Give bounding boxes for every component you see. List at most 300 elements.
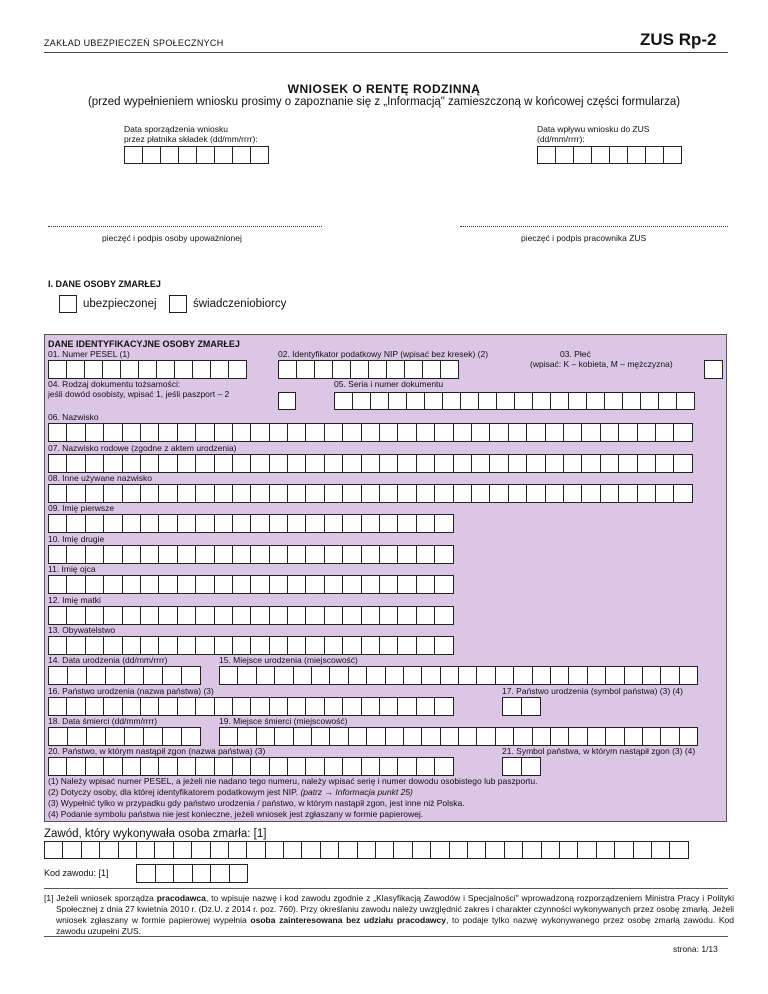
char-cell[interactable] bbox=[375, 841, 394, 859]
receipt-date-field[interactable] bbox=[537, 146, 682, 164]
char-cell[interactable] bbox=[361, 545, 380, 564]
char-cell[interactable] bbox=[642, 666, 661, 685]
char-cell[interactable] bbox=[618, 423, 637, 442]
char-cell[interactable] bbox=[48, 575, 67, 594]
char-cell[interactable] bbox=[453, 423, 472, 442]
char-cell[interactable] bbox=[143, 666, 163, 685]
char-cell[interactable] bbox=[361, 423, 380, 442]
char-cell[interactable] bbox=[103, 757, 122, 776]
char-cell[interactable] bbox=[305, 757, 324, 776]
char-cell[interactable] bbox=[342, 454, 361, 473]
char-cell[interactable] bbox=[361, 697, 380, 716]
char-cell[interactable] bbox=[158, 606, 177, 625]
char-cell[interactable] bbox=[177, 454, 196, 473]
char-cell[interactable] bbox=[293, 666, 312, 685]
char-cell[interactable] bbox=[434, 606, 453, 625]
char-cell[interactable] bbox=[361, 575, 380, 594]
char-cell[interactable] bbox=[195, 484, 214, 503]
char-cell[interactable] bbox=[586, 392, 605, 410]
death-country-code-field[interactable] bbox=[502, 757, 541, 776]
char-cell[interactable] bbox=[324, 697, 343, 716]
char-cell[interactable] bbox=[416, 514, 435, 533]
char-cell[interactable] bbox=[416, 484, 435, 503]
char-cell[interactable] bbox=[158, 636, 177, 655]
char-cell[interactable] bbox=[195, 514, 214, 533]
char-cell[interactable] bbox=[305, 454, 324, 473]
char-cell[interactable] bbox=[338, 841, 357, 859]
char-cell[interactable] bbox=[250, 146, 269, 164]
char-cell[interactable] bbox=[195, 454, 214, 473]
char-cell[interactable] bbox=[545, 484, 564, 503]
char-cell[interactable] bbox=[434, 423, 453, 442]
char-cell[interactable] bbox=[388, 392, 407, 410]
char-cell[interactable] bbox=[361, 454, 380, 473]
char-cell[interactable] bbox=[85, 757, 104, 776]
char-cell[interactable] bbox=[219, 727, 238, 746]
char-cell[interactable] bbox=[105, 727, 125, 746]
char-cell[interactable] bbox=[489, 423, 508, 442]
char-cell[interactable] bbox=[287, 636, 306, 655]
char-cell[interactable] bbox=[269, 757, 288, 776]
char-cell[interactable] bbox=[508, 423, 527, 442]
char-cell[interactable] bbox=[442, 392, 461, 410]
char-cell[interactable] bbox=[86, 666, 106, 685]
char-cell[interactable] bbox=[673, 484, 692, 503]
char-cell[interactable] bbox=[645, 146, 664, 164]
char-cell[interactable] bbox=[122, 697, 141, 716]
char-cell[interactable] bbox=[605, 727, 624, 746]
char-cell[interactable] bbox=[269, 545, 288, 564]
prep-date-field[interactable] bbox=[124, 146, 269, 164]
char-cell[interactable] bbox=[660, 666, 679, 685]
char-cell[interactable] bbox=[214, 606, 233, 625]
char-cell[interactable] bbox=[66, 514, 85, 533]
char-cell[interactable] bbox=[250, 545, 269, 564]
char-cell[interactable] bbox=[140, 757, 159, 776]
char-cell[interactable] bbox=[48, 360, 67, 379]
char-cell[interactable] bbox=[397, 606, 416, 625]
char-cell[interactable] bbox=[140, 606, 159, 625]
char-cell[interactable] bbox=[287, 423, 306, 442]
char-cell[interactable] bbox=[103, 545, 122, 564]
char-cell[interactable] bbox=[434, 454, 453, 473]
char-cell[interactable] bbox=[124, 727, 144, 746]
char-cell[interactable] bbox=[162, 727, 182, 746]
char-cell[interactable] bbox=[48, 454, 67, 473]
char-cell[interactable] bbox=[214, 454, 233, 473]
char-cell[interactable] bbox=[177, 636, 196, 655]
char-cell[interactable] bbox=[287, 757, 306, 776]
char-cell[interactable] bbox=[210, 841, 229, 859]
char-cell[interactable] bbox=[550, 392, 569, 410]
char-cell[interactable] bbox=[581, 454, 600, 473]
char-cell[interactable] bbox=[305, 636, 324, 655]
char-cell[interactable] bbox=[332, 360, 351, 379]
char-cell[interactable] bbox=[502, 697, 522, 716]
char-cell[interactable] bbox=[250, 484, 269, 503]
char-cell[interactable] bbox=[228, 360, 247, 379]
char-cell[interactable] bbox=[379, 454, 398, 473]
char-cell[interactable] bbox=[274, 666, 293, 685]
char-cell[interactable] bbox=[658, 392, 677, 410]
char-cell[interactable] bbox=[624, 727, 643, 746]
doc-type-field[interactable] bbox=[278, 392, 296, 410]
char-cell[interactable] bbox=[495, 727, 514, 746]
char-cell[interactable] bbox=[269, 454, 288, 473]
char-cell[interactable] bbox=[704, 360, 723, 379]
char-cell[interactable] bbox=[158, 575, 177, 594]
death-place-field[interactable] bbox=[219, 727, 698, 746]
char-cell[interactable] bbox=[103, 575, 122, 594]
char-cell[interactable] bbox=[370, 392, 389, 410]
char-cell[interactable] bbox=[232, 697, 251, 716]
char-cell[interactable] bbox=[214, 484, 233, 503]
char-cell[interactable] bbox=[385, 666, 404, 685]
char-cell[interactable] bbox=[324, 423, 343, 442]
char-cell[interactable] bbox=[532, 727, 551, 746]
char-cell[interactable] bbox=[269, 575, 288, 594]
char-cell[interactable] bbox=[305, 514, 324, 533]
char-cell[interactable] bbox=[361, 606, 380, 625]
char-cell[interactable] bbox=[379, 575, 398, 594]
char-cell[interactable] bbox=[342, 423, 361, 442]
char-cell[interactable] bbox=[120, 360, 139, 379]
char-cell[interactable] bbox=[522, 841, 541, 859]
char-cell[interactable] bbox=[265, 841, 284, 859]
char-cell[interactable] bbox=[250, 636, 269, 655]
char-cell[interactable] bbox=[232, 575, 251, 594]
char-cell[interactable] bbox=[406, 392, 425, 410]
char-cell[interactable] bbox=[85, 697, 104, 716]
char-cell[interactable] bbox=[269, 636, 288, 655]
char-cell[interactable] bbox=[136, 864, 156, 883]
char-cell[interactable] bbox=[655, 423, 674, 442]
char-cell[interactable] bbox=[379, 757, 398, 776]
char-cell[interactable] bbox=[361, 757, 380, 776]
char-cell[interactable] bbox=[550, 727, 569, 746]
char-cell[interactable] bbox=[596, 841, 615, 859]
char-cell[interactable] bbox=[342, 606, 361, 625]
char-cell[interactable] bbox=[232, 636, 251, 655]
char-cell[interactable] bbox=[105, 666, 125, 685]
char-cell[interactable] bbox=[489, 454, 508, 473]
char-cell[interactable] bbox=[232, 454, 251, 473]
char-cell[interactable] bbox=[85, 575, 104, 594]
char-cell[interactable] bbox=[361, 514, 380, 533]
char-cell[interactable] bbox=[655, 454, 674, 473]
char-cell[interactable] bbox=[449, 841, 468, 859]
nip-field[interactable] bbox=[278, 360, 459, 379]
char-cell[interactable] bbox=[614, 841, 633, 859]
char-cell[interactable] bbox=[324, 606, 343, 625]
char-cell[interactable] bbox=[504, 841, 523, 859]
char-cell[interactable] bbox=[162, 666, 182, 685]
char-cell[interactable] bbox=[229, 864, 249, 883]
char-cell[interactable] bbox=[158, 757, 177, 776]
char-cell[interactable] bbox=[348, 727, 367, 746]
death-country-field[interactable] bbox=[48, 757, 454, 776]
char-cell[interactable] bbox=[350, 360, 369, 379]
char-cell[interactable] bbox=[669, 841, 688, 859]
char-cell[interactable] bbox=[283, 841, 302, 859]
char-cell[interactable] bbox=[508, 454, 527, 473]
char-cell[interactable] bbox=[532, 666, 551, 685]
char-cell[interactable] bbox=[124, 146, 143, 164]
char-cell[interactable] bbox=[210, 360, 229, 379]
char-cell[interactable] bbox=[591, 146, 610, 164]
char-cell[interactable] bbox=[48, 545, 67, 564]
char-cell[interactable] bbox=[138, 360, 157, 379]
char-cell[interactable] bbox=[453, 454, 472, 473]
char-cell[interactable] bbox=[66, 360, 85, 379]
char-cell[interactable] bbox=[478, 392, 497, 410]
char-cell[interactable] bbox=[305, 606, 324, 625]
char-cell[interactable] bbox=[124, 666, 144, 685]
char-cell[interactable] bbox=[122, 454, 141, 473]
char-cell[interactable] bbox=[232, 757, 251, 776]
char-cell[interactable] bbox=[287, 575, 306, 594]
char-cell[interactable] bbox=[177, 514, 196, 533]
char-cell[interactable] bbox=[342, 545, 361, 564]
char-cell[interactable] bbox=[342, 697, 361, 716]
char-cell[interactable] bbox=[404, 360, 423, 379]
char-cell[interactable] bbox=[311, 666, 330, 685]
char-cell[interactable] bbox=[440, 360, 459, 379]
father-name-field[interactable] bbox=[48, 575, 454, 594]
char-cell[interactable] bbox=[103, 606, 122, 625]
char-cell[interactable] bbox=[434, 575, 453, 594]
char-cell[interactable] bbox=[545, 423, 564, 442]
char-cell[interactable] bbox=[385, 727, 404, 746]
char-cell[interactable] bbox=[440, 666, 459, 685]
char-cell[interactable] bbox=[66, 423, 85, 442]
char-cell[interactable] bbox=[85, 636, 104, 655]
char-cell[interactable] bbox=[122, 606, 141, 625]
char-cell[interactable] bbox=[195, 606, 214, 625]
birth-country-code-field[interactable] bbox=[502, 697, 541, 716]
char-cell[interactable] bbox=[48, 423, 67, 442]
char-cell[interactable] bbox=[181, 727, 201, 746]
char-cell[interactable] bbox=[379, 423, 398, 442]
char-cell[interactable] bbox=[555, 146, 574, 164]
char-cell[interactable] bbox=[397, 514, 416, 533]
char-cell[interactable] bbox=[214, 146, 233, 164]
char-cell[interactable] bbox=[102, 360, 121, 379]
char-cell[interactable] bbox=[397, 423, 416, 442]
char-cell[interactable] bbox=[348, 666, 367, 685]
char-cell[interactable] bbox=[324, 484, 343, 503]
char-cell[interactable] bbox=[521, 697, 541, 716]
char-cell[interactable] bbox=[81, 841, 100, 859]
char-cell[interactable] bbox=[366, 727, 385, 746]
char-cell[interactable] bbox=[651, 841, 670, 859]
char-cell[interactable] bbox=[177, 423, 196, 442]
char-cell[interactable] bbox=[122, 545, 141, 564]
char-cell[interactable] bbox=[232, 423, 251, 442]
char-cell[interactable] bbox=[173, 864, 193, 883]
char-cell[interactable] bbox=[563, 423, 582, 442]
char-cell[interactable] bbox=[158, 697, 177, 716]
char-cell[interactable] bbox=[140, 454, 159, 473]
char-cell[interactable] bbox=[48, 514, 67, 533]
char-cell[interactable] bbox=[140, 697, 159, 716]
char-cell[interactable] bbox=[232, 514, 251, 533]
char-cell[interactable] bbox=[122, 636, 141, 655]
char-cell[interactable] bbox=[214, 545, 233, 564]
char-cell[interactable] bbox=[329, 727, 348, 746]
char-cell[interactable] bbox=[177, 575, 196, 594]
char-cell[interactable] bbox=[352, 392, 371, 410]
doc-number-field[interactable] bbox=[334, 392, 695, 410]
char-cell[interactable] bbox=[158, 484, 177, 503]
char-cell[interactable] bbox=[642, 727, 661, 746]
birth-surname-field[interactable] bbox=[48, 454, 693, 473]
char-cell[interactable] bbox=[177, 697, 196, 716]
char-cell[interactable] bbox=[287, 606, 306, 625]
char-cell[interactable] bbox=[269, 423, 288, 442]
char-cell[interactable] bbox=[496, 392, 515, 410]
char-cell[interactable] bbox=[342, 636, 361, 655]
char-cell[interactable] bbox=[637, 454, 656, 473]
char-cell[interactable] bbox=[196, 146, 215, 164]
char-cell[interactable] bbox=[305, 575, 324, 594]
char-cell[interactable] bbox=[195, 545, 214, 564]
char-cell[interactable] bbox=[140, 423, 159, 442]
char-cell[interactable] bbox=[274, 727, 293, 746]
char-cell[interactable] bbox=[314, 360, 333, 379]
char-cell[interactable] bbox=[416, 545, 435, 564]
char-cell[interactable] bbox=[679, 727, 698, 746]
char-cell[interactable] bbox=[324, 514, 343, 533]
char-cell[interactable] bbox=[174, 360, 193, 379]
char-cell[interactable] bbox=[287, 514, 306, 533]
char-cell[interactable] bbox=[541, 841, 560, 859]
char-cell[interactable] bbox=[521, 757, 541, 776]
char-cell[interactable] bbox=[660, 727, 679, 746]
char-cell[interactable] bbox=[118, 841, 137, 859]
char-cell[interactable] bbox=[467, 841, 486, 859]
char-cell[interactable] bbox=[269, 697, 288, 716]
char-cell[interactable] bbox=[368, 360, 387, 379]
char-cell[interactable] bbox=[44, 841, 63, 859]
char-cell[interactable] bbox=[214, 757, 233, 776]
insured-checkbox[interactable] bbox=[59, 295, 77, 313]
char-cell[interactable] bbox=[640, 392, 659, 410]
char-cell[interactable] bbox=[577, 841, 596, 859]
char-cell[interactable] bbox=[301, 841, 320, 859]
char-cell[interactable] bbox=[618, 484, 637, 503]
char-cell[interactable] bbox=[605, 666, 624, 685]
char-cell[interactable] bbox=[191, 841, 210, 859]
char-cell[interactable] bbox=[416, 575, 435, 594]
char-cell[interactable] bbox=[434, 757, 453, 776]
char-cell[interactable] bbox=[155, 864, 175, 883]
char-cell[interactable] bbox=[67, 727, 87, 746]
char-cell[interactable] bbox=[673, 454, 692, 473]
char-cell[interactable] bbox=[416, 757, 435, 776]
char-cell[interactable] bbox=[305, 545, 324, 564]
char-cell[interactable] bbox=[192, 864, 212, 883]
char-cell[interactable] bbox=[430, 841, 449, 859]
char-cell[interactable] bbox=[421, 727, 440, 746]
char-cell[interactable] bbox=[99, 841, 118, 859]
char-cell[interactable] bbox=[655, 484, 674, 503]
char-cell[interactable] bbox=[476, 727, 495, 746]
char-cell[interactable] bbox=[397, 454, 416, 473]
char-cell[interactable] bbox=[416, 423, 435, 442]
char-cell[interactable] bbox=[85, 454, 104, 473]
char-cell[interactable] bbox=[158, 545, 177, 564]
char-cell[interactable] bbox=[48, 727, 68, 746]
char-cell[interactable] bbox=[103, 697, 122, 716]
char-cell[interactable] bbox=[587, 666, 606, 685]
first-name-field[interactable] bbox=[48, 514, 454, 533]
char-cell[interactable] bbox=[458, 727, 477, 746]
char-cell[interactable] bbox=[66, 606, 85, 625]
sex-field[interactable] bbox=[704, 360, 723, 379]
char-cell[interactable] bbox=[269, 484, 288, 503]
char-cell[interactable] bbox=[676, 392, 695, 410]
char-cell[interactable] bbox=[342, 575, 361, 594]
char-cell[interactable] bbox=[573, 146, 592, 164]
char-cell[interactable] bbox=[287, 454, 306, 473]
char-cell[interactable] bbox=[460, 392, 479, 410]
char-cell[interactable] bbox=[397, 757, 416, 776]
char-cell[interactable] bbox=[67, 666, 87, 685]
char-cell[interactable] bbox=[334, 392, 353, 410]
char-cell[interactable] bbox=[550, 666, 569, 685]
char-cell[interactable] bbox=[178, 146, 197, 164]
char-cell[interactable] bbox=[587, 727, 606, 746]
char-cell[interactable] bbox=[305, 484, 324, 503]
char-cell[interactable] bbox=[379, 697, 398, 716]
char-cell[interactable] bbox=[140, 484, 159, 503]
char-cell[interactable] bbox=[673, 423, 692, 442]
char-cell[interactable] bbox=[563, 454, 582, 473]
char-cell[interactable] bbox=[416, 606, 435, 625]
char-cell[interactable] bbox=[103, 636, 122, 655]
char-cell[interactable] bbox=[434, 636, 453, 655]
char-cell[interactable] bbox=[250, 423, 269, 442]
char-cell[interactable] bbox=[379, 484, 398, 503]
char-cell[interactable] bbox=[195, 697, 214, 716]
char-cell[interactable] bbox=[416, 454, 435, 473]
birth-date-field[interactable] bbox=[48, 666, 201, 685]
char-cell[interactable] bbox=[154, 841, 173, 859]
char-cell[interactable] bbox=[434, 484, 453, 503]
char-cell[interactable] bbox=[160, 146, 179, 164]
char-cell[interactable] bbox=[633, 841, 652, 859]
char-cell[interactable] bbox=[84, 360, 103, 379]
birth-country-field[interactable] bbox=[48, 697, 454, 716]
char-cell[interactable] bbox=[214, 423, 233, 442]
char-cell[interactable] bbox=[269, 606, 288, 625]
char-cell[interactable] bbox=[537, 146, 556, 164]
occupation-field[interactable] bbox=[44, 841, 689, 859]
char-cell[interactable] bbox=[195, 636, 214, 655]
char-cell[interactable] bbox=[195, 757, 214, 776]
char-cell[interactable] bbox=[637, 484, 656, 503]
char-cell[interactable] bbox=[293, 727, 312, 746]
char-cell[interactable] bbox=[485, 841, 504, 859]
char-cell[interactable] bbox=[397, 484, 416, 503]
char-cell[interactable] bbox=[458, 666, 477, 685]
char-cell[interactable] bbox=[563, 484, 582, 503]
char-cell[interactable] bbox=[158, 454, 177, 473]
char-cell[interactable] bbox=[219, 666, 238, 685]
char-cell[interactable] bbox=[85, 423, 104, 442]
char-cell[interactable] bbox=[250, 575, 269, 594]
